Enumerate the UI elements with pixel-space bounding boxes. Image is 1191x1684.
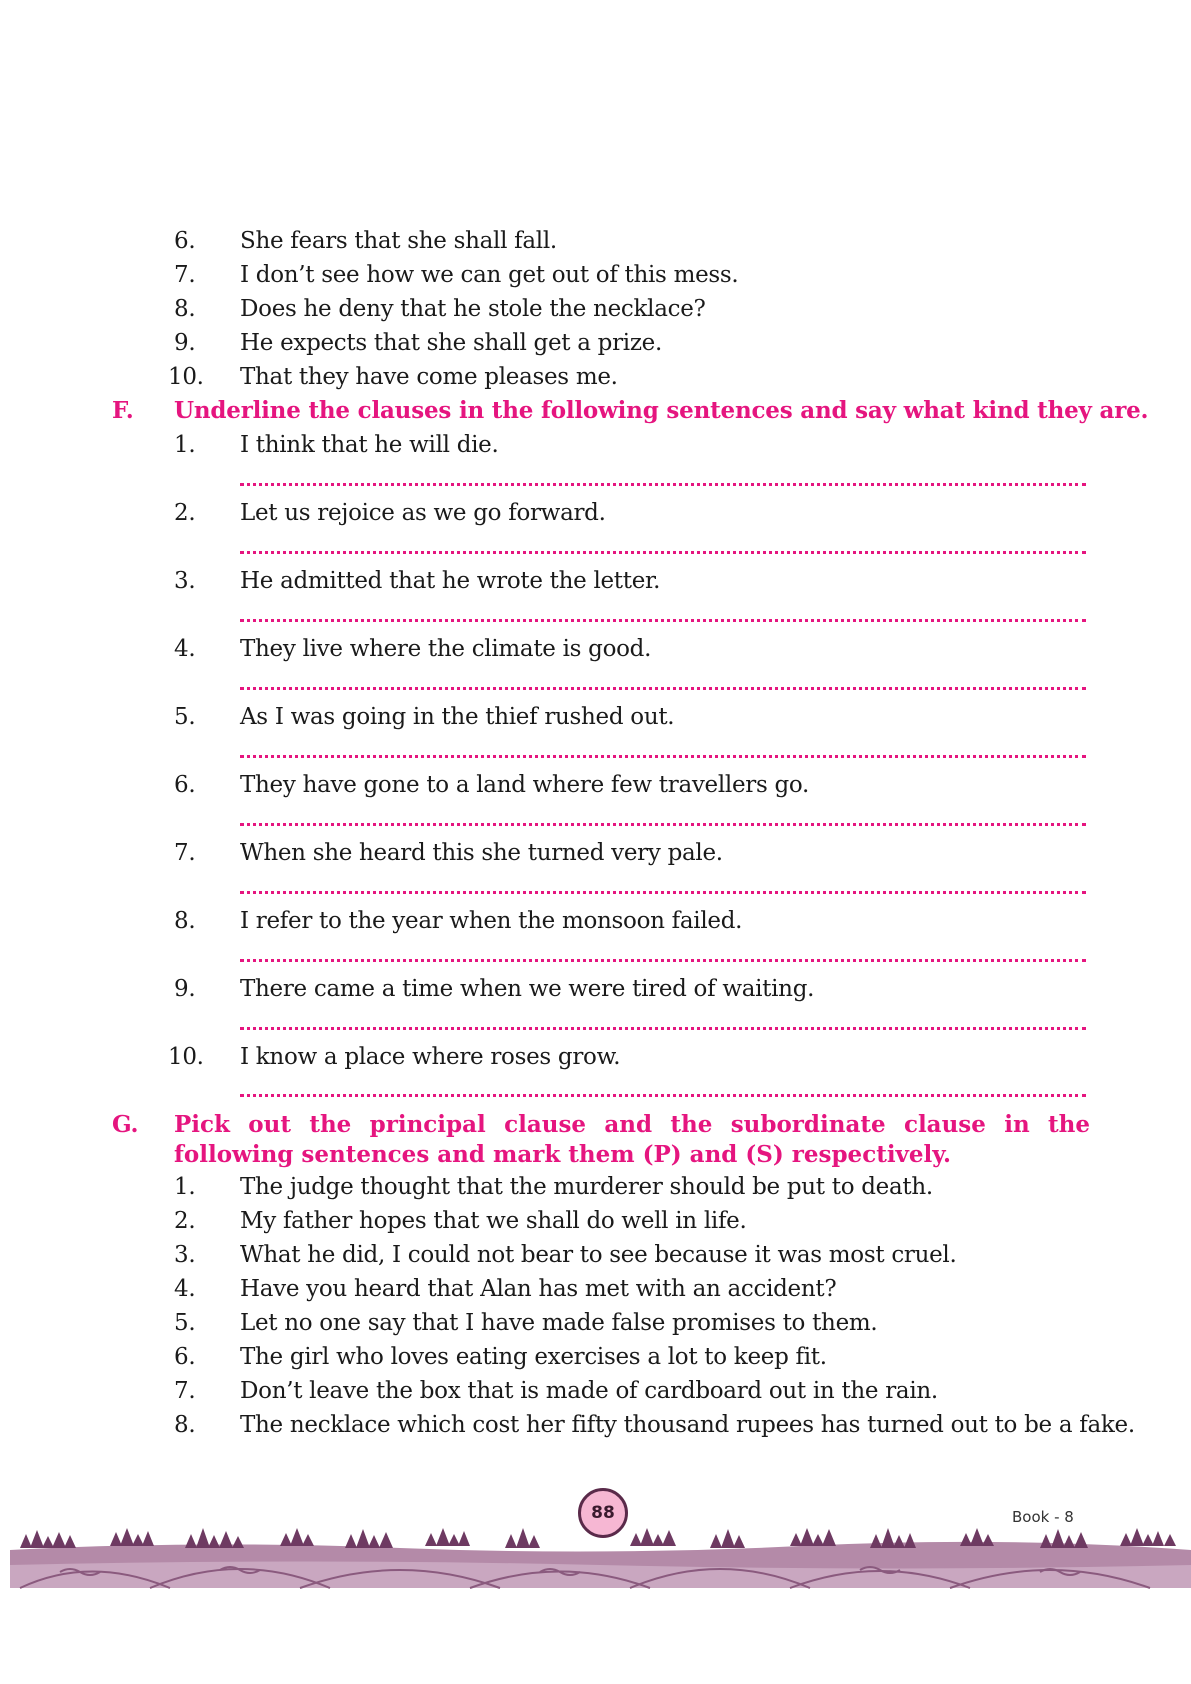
item-text: The necklace which cost her fifty thousand rupees has turned out to be a fake. [240,1412,1135,1438]
item-number: 3. [174,568,196,594]
page-number-badge: 88 [578,1488,628,1538]
item-text: Don’t leave the box that is made of cardboard out in the rain. [240,1378,938,1404]
item-text: There came a time when we were tired of waiting. [240,976,815,1002]
item-number: 8. [174,908,196,934]
item-number: 1. [174,1174,196,1200]
item-number: 2. [174,500,196,526]
answer-line[interactable] [240,551,1086,554]
answer-line[interactable] [240,823,1086,826]
section-instruction: Pick out the principal clause and the subordinate clause in the following sentences and mark them (P) and (S) respectively. [174,1111,1090,1168]
item-text: I think that he will die. [240,432,499,458]
item-number: 7. [174,262,196,288]
item-number: 3. [174,1242,196,1268]
section-instruction: Underline the clauses in the following sentences and say what kind they are. [174,397,1149,424]
item-text: Does he deny that he stole the necklace? [240,296,706,322]
item-text: He expects that she shall get a prize. [240,330,662,356]
item-text: My father hopes that we shall do well in life. [240,1208,747,1234]
item-text: The girl who loves eating exercises a lot to keep fit. [240,1344,827,1370]
item-text: As I was going in the thief rushed out. [240,704,675,730]
item-number: 9. [174,976,196,1002]
answer-line[interactable] [240,1094,1086,1097]
item-text: I know a place where roses grow. [240,1044,621,1070]
item-text: I refer to the year when the monsoon failed. [240,908,743,934]
item-number: 1. [174,432,196,458]
item-number: 2. [174,1208,196,1234]
item-text: Have you heard that Alan has met with an accident? [240,1276,837,1302]
item-number: 6. [174,1344,196,1370]
item-number: 8. [174,296,196,322]
item-number: 6. [174,228,196,254]
item-text: That they have come pleases me. [240,364,618,390]
item-number: 5. [174,1310,196,1336]
item-text: They live where the climate is good. [240,636,652,662]
item-number: 4. [174,1276,196,1302]
section-letter: G. [112,1111,139,1138]
item-text: Let us rejoice as we go forward. [240,500,606,526]
item-number: 7. [174,840,196,866]
item-number: 8. [174,1412,196,1438]
book-label: Book - 8 [1012,1508,1074,1526]
answer-line[interactable] [240,687,1086,690]
item-number: 7. [174,1378,196,1404]
answer-line[interactable] [240,619,1086,622]
item-text: When she heard this she turned very pale. [240,840,723,866]
answer-line[interactable] [240,755,1086,758]
item-text: What he did, I could not bear to see because it was most cruel. [240,1242,957,1268]
section-letter: F. [112,397,134,424]
item-text: The judge thought that the murderer should be put to death. [240,1174,933,1200]
answer-line[interactable] [240,1027,1086,1030]
answer-line[interactable] [240,483,1086,486]
item-number: 6. [174,772,196,798]
item-text: She fears that she shall fall. [240,228,557,254]
item-number: 10. [168,364,204,390]
item-number: 4. [174,636,196,662]
item-text: They have gone to a land where few travellers go. [240,772,810,798]
item-number: 5. [174,704,196,730]
answer-line[interactable] [240,891,1086,894]
answer-line[interactable] [240,959,1086,962]
item-number: 9. [174,330,196,356]
item-text: He admitted that he wrote the letter. [240,568,661,594]
item-text: I don’t see how we can get out of this mess. [240,262,739,288]
item-number: 10. [168,1044,204,1070]
item-text: Let no one say that I have made false promises to them. [240,1310,878,1336]
